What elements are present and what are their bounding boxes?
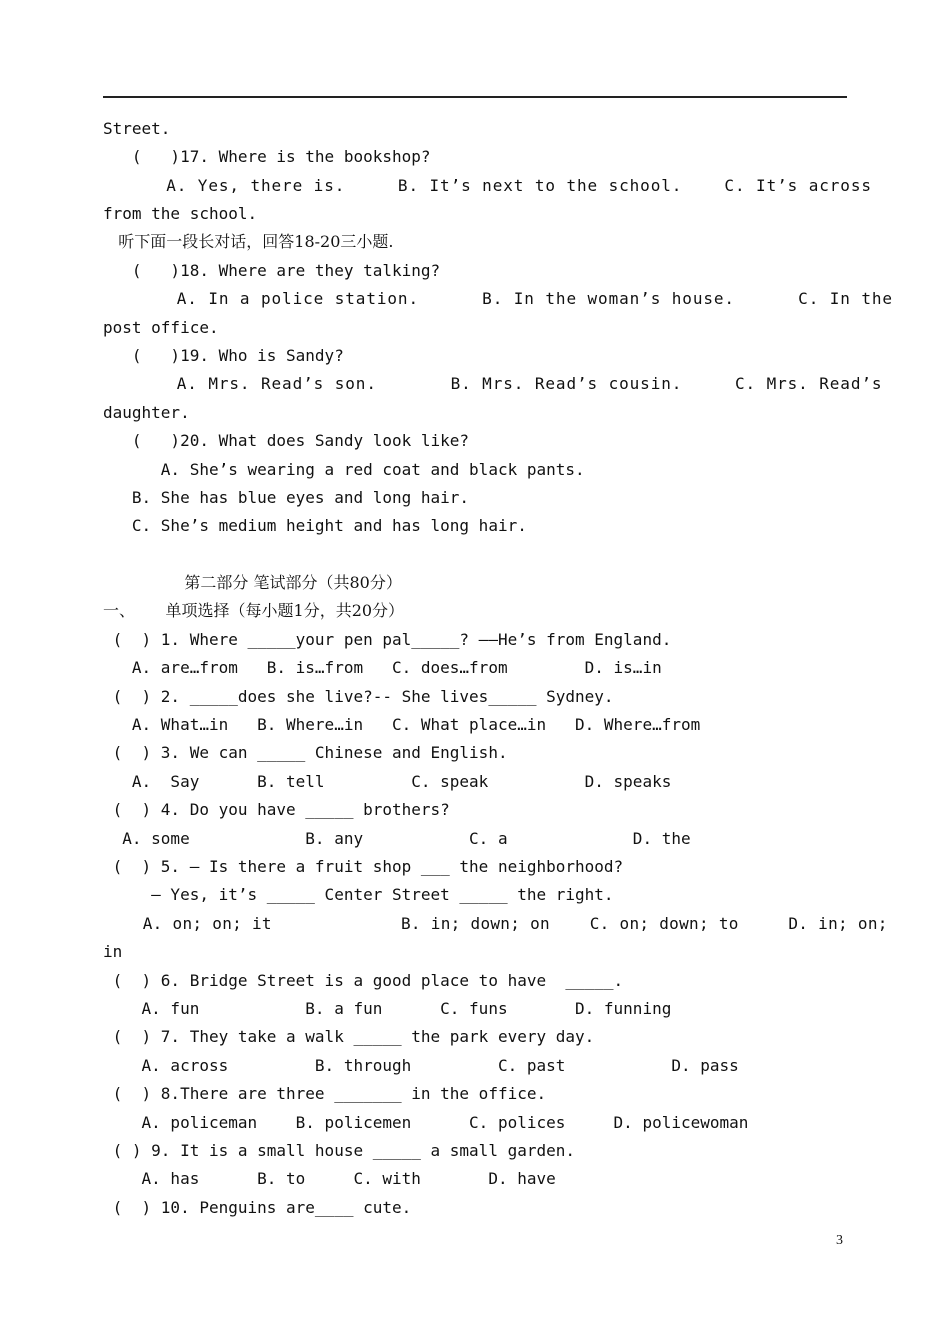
options-8: A. policeman B. policemen C. polices D. policewoman xyxy=(103,1113,749,1132)
question-20: ( )20. What does Sandy look like? xyxy=(103,431,470,450)
question-18: ( )18. Where are they talking? xyxy=(103,261,441,280)
question-2: ( ) 2. _____does she live?-- She lives_____ Sydney. xyxy=(103,687,614,706)
option-20c: C. She’s medium height and has long hair. xyxy=(103,516,527,535)
question-10: ( ) 10. Penguins are____ cute. xyxy=(103,1198,412,1217)
section-subtitle: 一、 单项选择（每小题1分，共20分） xyxy=(103,601,405,620)
question-9: ( ) 9. It is a small house _____ a small garden. xyxy=(103,1141,576,1160)
text-line: in xyxy=(103,942,123,961)
header-rule xyxy=(103,96,847,98)
option-20b: B. She has blue eyes and long hair. xyxy=(103,488,470,507)
options-17: A. Yes, there is. B. It’s next to the school. C. It’s across xyxy=(103,176,872,195)
text-line: from the school. xyxy=(103,204,258,223)
question-6: ( ) 6. Bridge Street is a good place to have _____. xyxy=(103,971,624,990)
question-7: ( ) 7. They take a walk _____ the park every day. xyxy=(103,1027,595,1046)
text-line: daughter. xyxy=(103,403,190,422)
options-7: A. across B. through C. past D. pass xyxy=(103,1056,739,1075)
options-9: A. has B. to C. with D. have xyxy=(103,1169,556,1188)
question-17: ( )17. Where is the bookshop? xyxy=(103,147,431,166)
question-3: ( ) 3. We can _____ Chinese and English. xyxy=(103,743,508,762)
listening-instruction: 听下面一段长对话，回答18-20三小题. xyxy=(103,232,394,251)
option-20a: A. She’s wearing a red coat and black pants. xyxy=(103,460,585,479)
options-6: A. fun B. a fun C. funs D. funning xyxy=(103,999,672,1018)
text-line: Street. xyxy=(103,119,171,138)
text-line: post office. xyxy=(103,318,219,337)
options-2: A. What…in B. Where…in C. What place…in D. Where…from xyxy=(103,715,701,734)
question-19: ( )19. Who is Sandy? xyxy=(103,346,344,365)
question-8: ( ) 8.There are three _______ in the office. xyxy=(103,1084,547,1103)
page-number: 3 xyxy=(836,1233,843,1248)
question-4: ( ) 4. Do you have _____ brothers? xyxy=(103,800,450,819)
options-3: A. Say B. tell C. speak D. speaks xyxy=(103,772,672,791)
question-5: ( ) 5. — Is there a fruit shop ___ the neighborhood? xyxy=(103,857,624,876)
section-title: 第二部分 笔试部分（共80分） xyxy=(103,573,402,592)
options-4: A. some B. any C. a D. the xyxy=(103,829,691,848)
options-5: A. on; on; it B. in; down; on C. on; down; to D. in; on; xyxy=(103,914,888,933)
question-5-response: — Yes, it’s _____ Center Street _____ the right. xyxy=(103,885,614,904)
options-1: A. are…from B. is…from C. does…from D. is…in xyxy=(103,658,662,677)
question-1: ( ) 1. Where _____your pen pal_____? ——He’s from England. xyxy=(103,630,672,649)
options-18: A. In a police station. B. In the woman’s house. C. In the xyxy=(103,289,893,308)
options-19: A. Mrs. Read’s son. B. Mrs. Read’s cousin. C. Mrs. Read’s xyxy=(103,374,883,393)
